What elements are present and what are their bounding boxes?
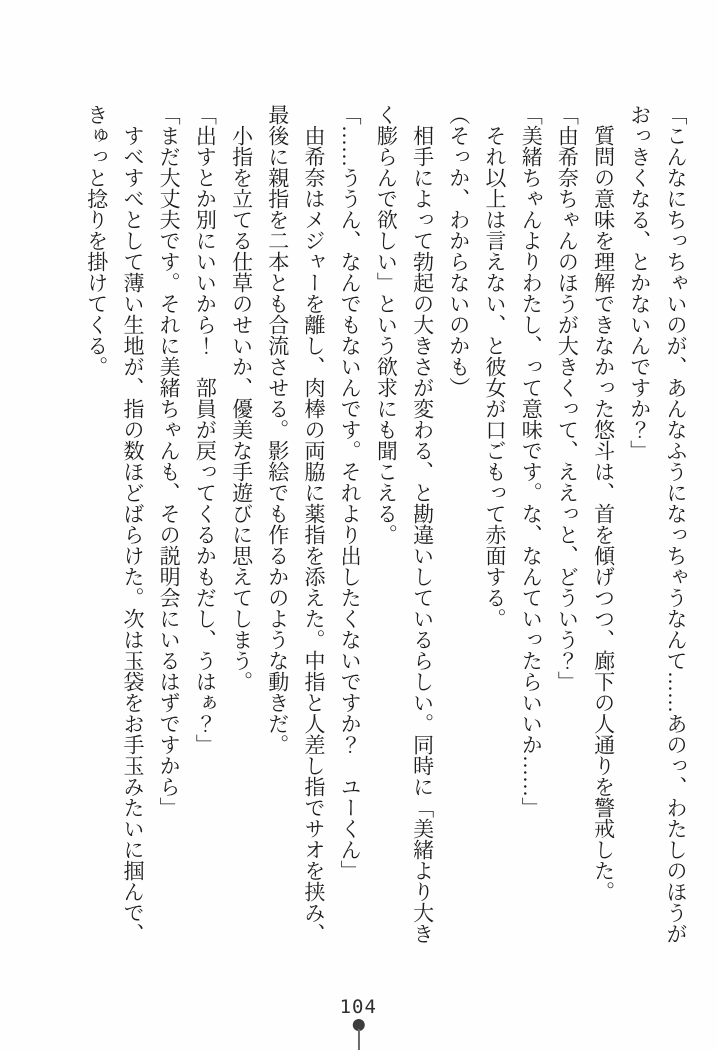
text-line: 質問の意味を理解できなかった悠斗は、首を傾げつつ、廊下の人通りを警戒した。: [591, 125, 616, 902]
text-line: 小指を立てる仕草のせいか、優美な手遊びに思えてしまう。: [229, 125, 254, 692]
text-line: 「由希奈ちゃんのほうが大きくって、ええっと、どういう？」: [555, 104, 580, 692]
text-line: 最後に親指を二本とも合流させる。影絵でも作るかのような動きだ。: [265, 104, 290, 755]
text-line: きゅっと捻りを掛けてくる。: [84, 104, 109, 377]
text-line: 「……ううん、なんでもないんです。それより出したくないですか？ ユーくん」: [338, 104, 363, 881]
text-line: く膨らんで欲しい」という欲求にも聞こえる。: [374, 104, 399, 545]
text-line: 「出すとか別にいいから！ 部員が戻ってくるかもだし、うはぁ？」: [193, 104, 218, 755]
text-line: 由希奈はメジャーを離し、肉棒の両脇に薬指を添えた。中指と人差し指でサオを挟み、: [301, 125, 326, 944]
text-line: 「美緒ちゃんよりわたし、って意味です。な、なんていったらいいか……」: [519, 104, 544, 818]
page-number: 104: [339, 996, 377, 1018]
text-line: すべすべとして薄い生地が、指の数ほどばらけた。次は玉袋をお手玉みたいに掴んで、: [120, 125, 145, 944]
text-line: 相手によって勃起の大きさが変わる、と勘違いしているらしい。同時に「美緒より大き: [410, 125, 435, 944]
text-line: おっきくなる、とかないんですか？」: [627, 104, 652, 461]
page-marker-stem: [358, 1029, 360, 1050]
text-line: 「こんなにちっちゃいのが、あんなふうになっちゃうなんて……あのっ、わたしのほうが: [664, 104, 688, 944]
text-line: それ以上は言えない、と彼女が口ごもって赤面する。: [482, 125, 507, 629]
text-line: 「まだ大丈夫です。それに美緒ちゃんも、その説明会にいるはずですから」: [157, 104, 182, 818]
text-block: [79, 104, 694, 968]
text-line: （そっか、わからないのかも）: [446, 104, 471, 398]
